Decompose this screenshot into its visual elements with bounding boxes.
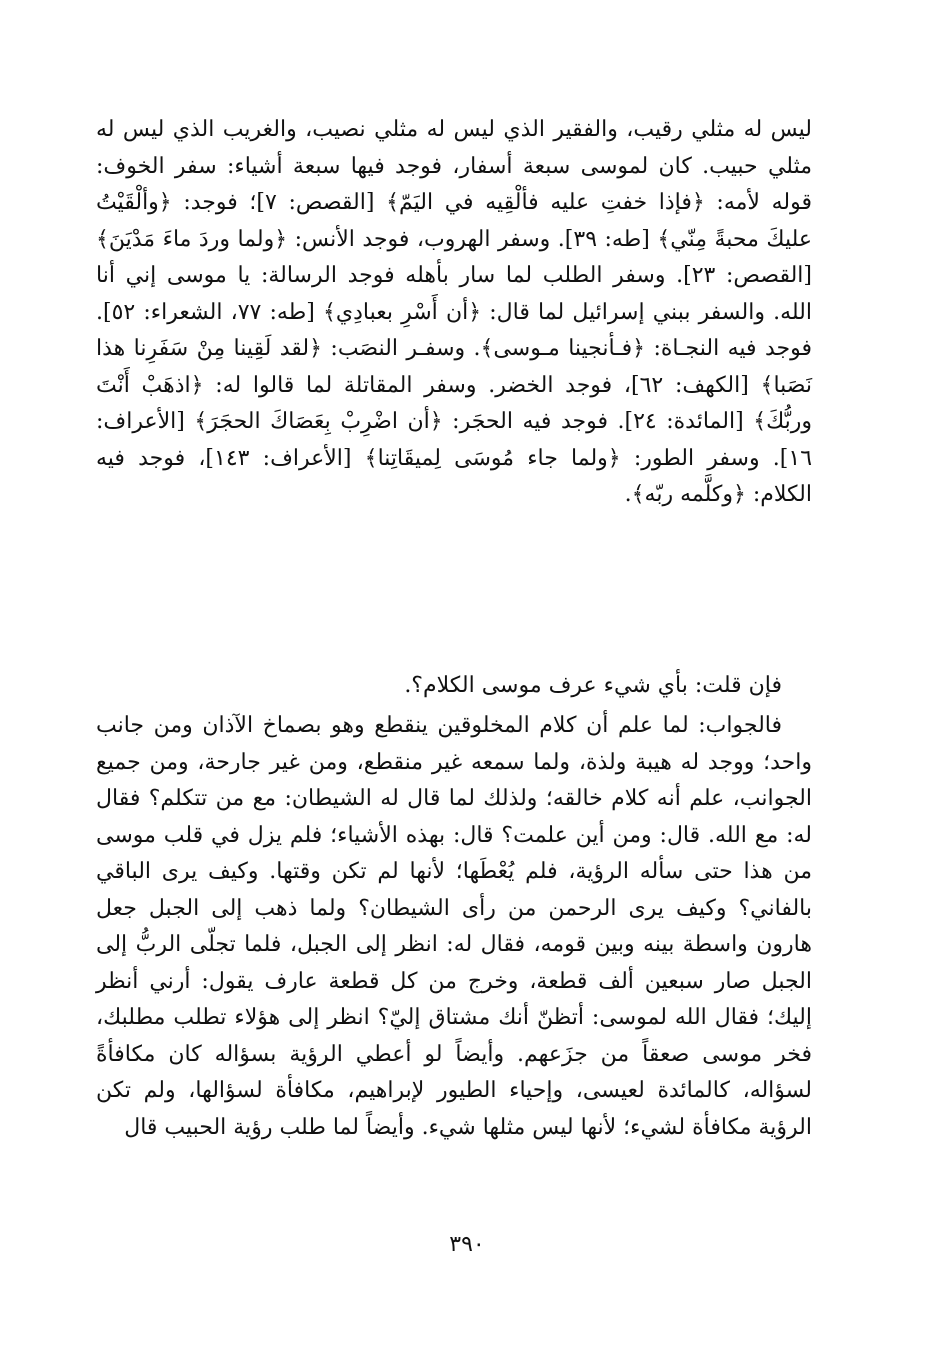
page-number: ٣٩٠ [449, 1232, 485, 1257]
paragraph-question: فإن قلت: بأي شيء عرف موسى الكلام؟. [404, 673, 782, 698]
paragraph-answer: فالجواب: لما علم أن كلام المخلوقين ينقطع وهو بصماخ الآذان ومن جانب واحد؛ ووجد له هيبة ولذة، ولما سمعه غير منقطع، ومن غير جارحة، ومن جميع الجوانب، علم أنه كلام خالقه؛ ولذلك لما قال له الشيطان: مع من تتكلم؟ فقال له: مع الله. قال: ومن أين علمت؟ قال: بهذه الأشياء؛ فلم يزل في قلب موسى من هذا حتى سأله الرؤية، فلم يُعْطَها؛ لأنها لم تكن وقتها. وكيف يرى الباقي بالفاني؟ وكيف يرى الرحمن من رأى الشيطان؟ ولما ذهب إلى الجبل جعل هارون واسطة بينه وبين قومه، فقال له: انظر إلى الجبل، فلما تجلّى الربُّ إلى الجبل صار سبعين ألف قطعة، وخرج من كل قطعة عارف يقول: أرني أنظر إليك؛ فقال الله لموسى: أتظنّ أنك مشتاق إليّ؟ انظر إلى هؤلاء تطلب مطلبك، فخر موسى صعقاً من جزَعهم. وأيضاً لو أعطي الرؤية بسؤاله كان مكافأةً لسؤاله، كالمائدة لعيسى، وإحياء الطيور لإبراهيم، مكافأة لسؤالها، ولم تكن الرؤية مكافأة لشيء؛ لأنها ليس مثلها شيء. وأيضاً لما طلب رؤية الحبيب قال [96, 713, 812, 1140]
paragraph-seven-journeys: ليس له مثلي رقيب، والفقير الذي ليس له مثلي نصيب، والغريب الذي ليس له مثلي حبيب. كان لموسى سبعة أسفار، فوجد فيها سبعة أشياء: سفر الخوف: قوله لأمه: ﴿فإذا خفتِ عليه فألْقِيه في اليَمّ﴾ [القصص: ٧]؛ فوجد: ﴿وألْقَيْتُ عليكَ محبةً مِنّي﴾ [طه: ٣٩]. وسفر الهروب، فوجد الأنس: ﴿ولما وردَ ماءَ مَدْيَنَ﴾ [القصص: ٢٣]. وسفر الطلب لما سار بأهله فوجد الرسالة: يا موسى إني أنا الله. والسفر ببني إسرائيل لما قال: ﴿أن أَسْرِ بعبادِي﴾ [طه: ٧٧، الشعراء: ٥٢]. فوجد فيه النجـاة: ﴿فـأنجينا مـوسى﴾. وسفـر النصَب: ﴿لقد لَقِينا مِنْ سَفَرِنا هذا نَصَبا﴾ [الكهف: ٦٢]، فوجد الخضر. وسفر المقاتلة لما قالوا له: ﴿اذهَبْ أَنْتَ وربُّكَ﴾ [المائدة: ٢٤]. فوجد فيه الحجَر: ﴿أن اضْرِبْ بِعَصَاكَ الحجَرَ﴾ [الأعراف: ١٦]. وسفر الطور: ﴿ولما جاء مُوسَى لِميقَاتِنا﴾ [الأعراف: ١٤٣]، فوجد فيه الكلام: ﴿وكلَّمه ربّه﴾. [96, 117, 813, 507]
